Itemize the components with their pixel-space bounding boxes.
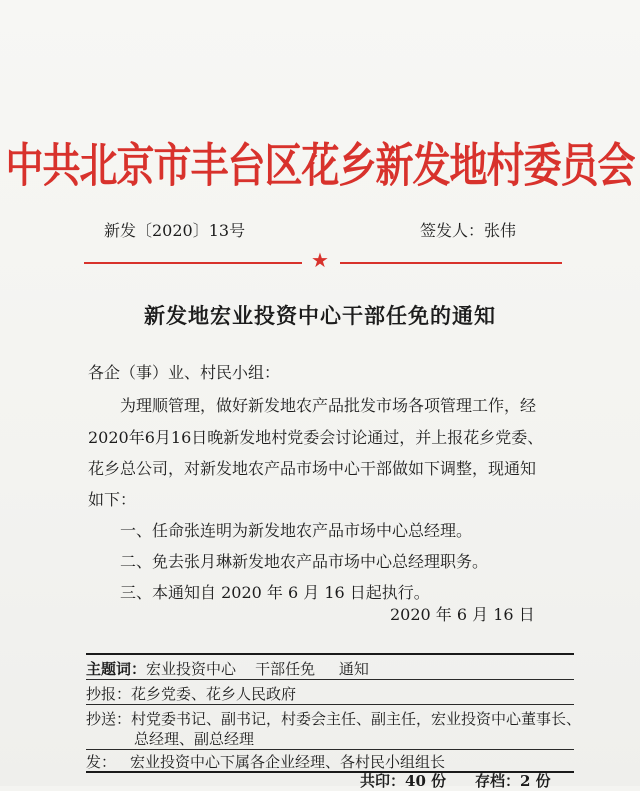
subject-words: [86, 658, 369, 679]
notice-title: 新发地宏业投资中心干部任免的通知: [144, 303, 496, 328]
cc-value: 花乡党委、花乡人民政府: [131, 685, 297, 703]
red-divider-right: [340, 262, 562, 264]
archive-label: 存档：: [475, 772, 521, 790]
archive-count: [475, 770, 551, 791]
distribution: [86, 751, 445, 772]
signer: [420, 218, 516, 241]
print-value: 40 份: [405, 772, 447, 790]
footer-rule-2: [86, 679, 574, 680]
print-label: 共印：: [360, 772, 406, 790]
footer-rule-4: [86, 749, 574, 750]
salutation: 各企（事）业、村民小组：: [88, 363, 281, 382]
send-value-line2: 总经理、副总经理: [134, 730, 255, 748]
item-1: 一、任命张连明为新发地农产品市场中心总经理。: [120, 521, 473, 540]
cc-report: [86, 683, 296, 704]
archive-value: 2 份: [520, 772, 551, 790]
document-number: 新发〔2020〕13号: [104, 221, 246, 240]
send-value-line1: 村党委书记、副书记，村委会主任、副主任，宏业投资中心董事长、: [131, 710, 582, 728]
body-line-2: 2020年6月16日晚新发地村党委会讨论通过，并上报花乡党委、: [88, 428, 544, 447]
footer-rule-3: [86, 704, 574, 705]
send-label: 抄送：: [86, 710, 132, 728]
signer-label: 签发人：: [420, 221, 485, 240]
body-line-3: 花乡总公司，对新发地农产品市场中心干部做如下调整，现通知: [88, 459, 537, 478]
issue-label: 发：: [86, 753, 117, 771]
issue-value: 宏业投资中心下属各企业经理、各村民小组组长: [130, 753, 446, 771]
body-line-1: 为理顺管理，做好新发地农产品批发市场各项管理工作，经: [120, 396, 537, 415]
body-line-4: 如下：: [88, 490, 137, 509]
print-count: [360, 770, 446, 791]
footer-rule-top: [86, 653, 574, 655]
item-2: 二、免去张月琳新发地农产品市场中心总经理职务。: [120, 552, 489, 571]
subject-label: 主题词：: [86, 660, 147, 678]
copy-to: [86, 708, 581, 729]
red-divider-left: [84, 262, 302, 264]
signer-name: 张伟: [484, 221, 517, 240]
red-star-icon: ★: [311, 248, 329, 272]
item-3: 三、本通知自 2020 年 6 月 16 日起执行。: [120, 583, 430, 602]
issuing-organization-title: 中共北京市丰台区花乡新发地村委员会: [5, 138, 635, 193]
subject-value: 宏业投资中心 干部任免 通知: [146, 660, 369, 678]
cc-label: 抄报：: [86, 685, 132, 703]
notice-date: 2020 年 6 月 16 日: [390, 605, 535, 624]
